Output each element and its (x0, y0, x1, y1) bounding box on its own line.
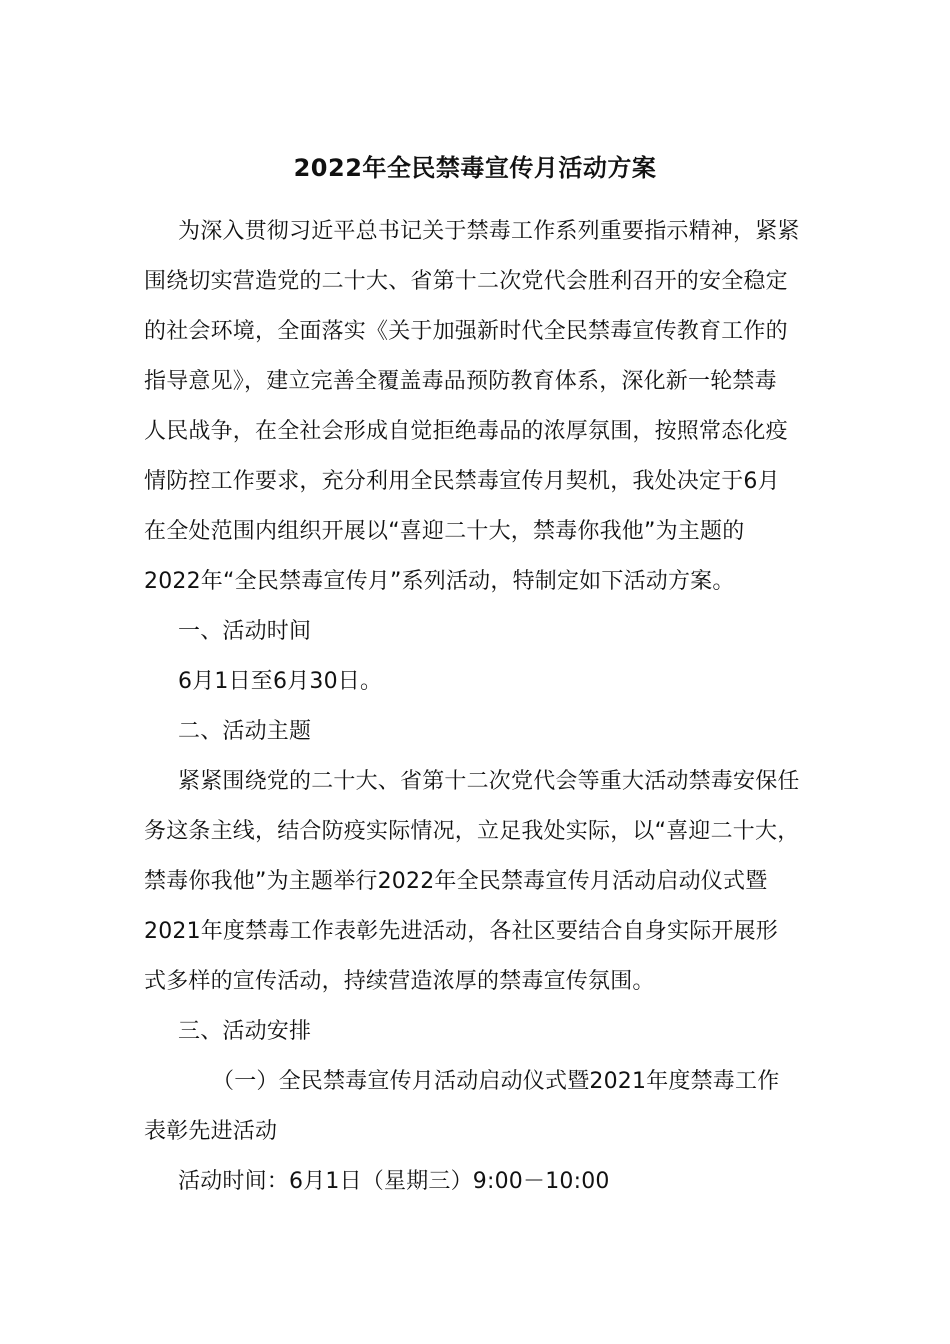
paragraph-line: 务这条主线，结合防疫实际情况，立足我处实际，以“喜迎二十大， (144, 819, 800, 844)
paragraph-line: 在全处范围内组织开展以“喜迎二十大，禁毒你我他”为主题的 (144, 519, 745, 544)
paragraph-line: 6月1日至6月30日。 (178, 669, 383, 694)
paragraph-line: 2021年度禁毒工作表彰先进活动，各社区要结合自身实际开展形 (144, 919, 778, 944)
paragraph-line: 人民战争，在全社会形成自觉拒绝毒品的浓厚氛围，按照常态化疫 (144, 419, 788, 444)
paragraph-line: 指导意见》，建立完善全覆盖毒品预防教育体系，深化新一轮禁毒 (144, 369, 777, 394)
subsection-heading-continued: 表彰先进活动 (144, 1119, 278, 1144)
paragraph-line: 情防控工作要求，充分利用全民禁毒宣传月契机，我处决定于6月 (144, 469, 780, 494)
paragraph-line: 围绕切实营造党的二十大、省第十二次党代会胜利召开的安全稳定 (144, 269, 788, 294)
paragraph-line: 式多样的宣传活动，持续营造浓厚的禁毒宣传氛围。 (144, 969, 655, 994)
paragraph-line: 活动时间：6月1日（星期三）9:00－10:00 (178, 1169, 610, 1194)
document-title: 2022年全民禁毒宣传月活动方案 (293, 154, 657, 182)
section-heading: 三、活动安排 (178, 1019, 312, 1044)
section-heading: 一、活动时间 (178, 619, 312, 644)
paragraph-line: 紧紧围绕党的二十大、省第十二次党代会等重大活动禁毒安保任 (178, 769, 800, 794)
paragraph-line: 禁毒你我他”为主题举行2022年全民禁毒宣传月活动启动仪式暨 (144, 869, 768, 894)
paragraph-line: 为深入贯彻习近平总书记关于禁毒工作系列重要指示精神，紧紧 (178, 219, 800, 244)
paragraph-line: 的社会环境，全面落实《关于加强新时代全民禁毒宣传教育工作的 (144, 319, 788, 344)
paragraph-line: 2022年“全民禁毒宣传月”系列活动，特制定如下活动方案。 (144, 569, 735, 594)
section-heading: 二、活动主题 (178, 719, 312, 744)
subsection-heading: （一）全民禁毒宣传月活动启动仪式暨2021年度禁毒工作 (212, 1069, 780, 1094)
